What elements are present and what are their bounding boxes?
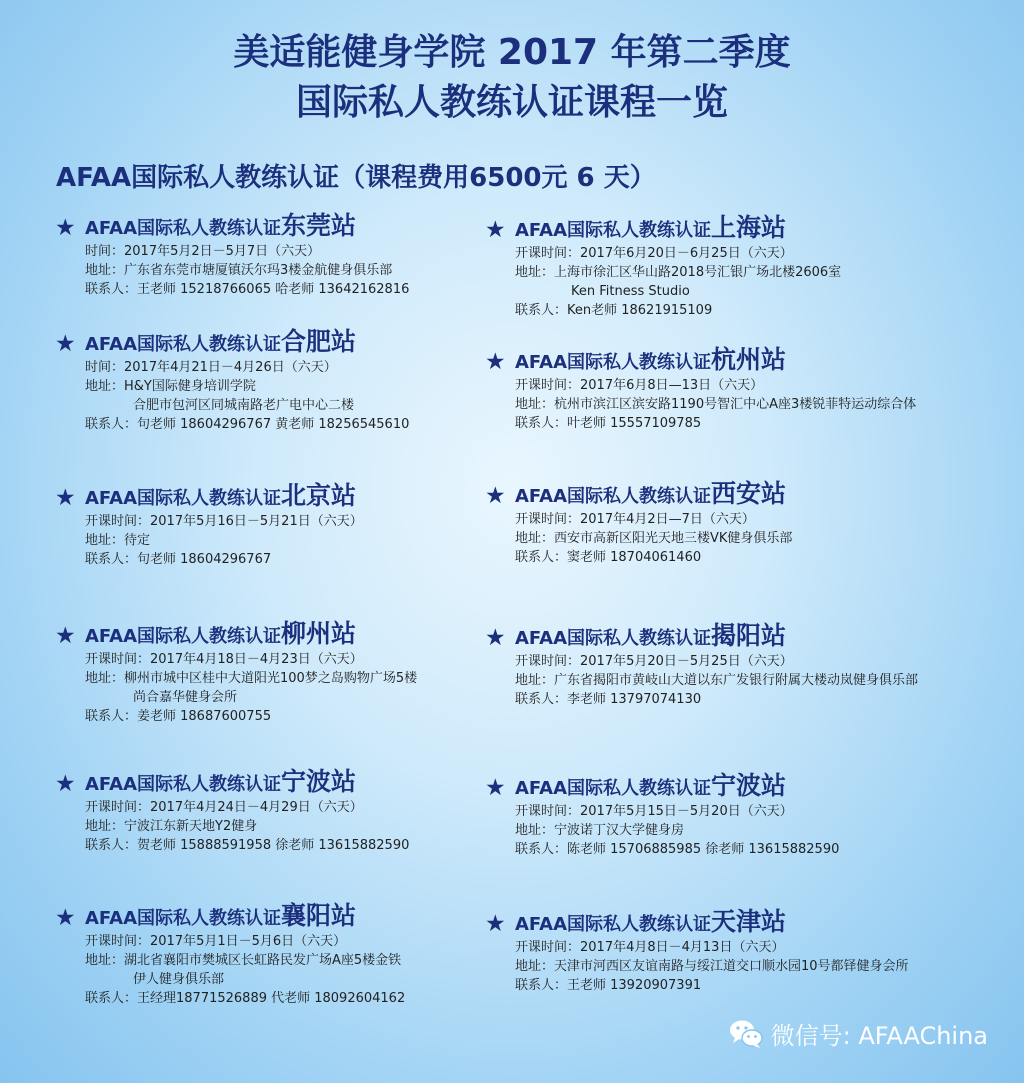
station-city: 东莞站 — [281, 211, 357, 240]
address-line: 地址：上海市徐汇区华山路2018号汇银广场北楼2606室 — [515, 265, 842, 280]
station-heading: AFAA国际私人教练认证东莞站 — [85, 211, 357, 240]
address-line-continued: Ken Fitness Studio — [571, 284, 690, 299]
station-heading: AFAA国际私人教练认证揭阳站 — [515, 621, 787, 650]
station-entry-beijing — [55, 480, 363, 569]
schedule-line: 开课时间：2017年4月8日－4月13日（六天） — [515, 940, 785, 955]
contact-line: 联系人：贺老师 15888591958 徐老师 13615882590 — [85, 838, 410, 853]
address-line: 地址：广东省揭阳市黄岐山大道以东广发银行附属大楼动岚健身俱乐部 — [515, 673, 919, 688]
station-entry-shanghai — [485, 212, 841, 320]
wechat-icon — [729, 1019, 763, 1049]
contact-line: 联系人：窦老师 18704061460 — [515, 550, 702, 565]
station-city: 揭阳站 — [711, 621, 787, 650]
contact-line: 联系人：王经理18771526889 代老师 18092604162 — [85, 991, 406, 1006]
star-icon: ★ — [485, 349, 506, 375]
address-line: 地址：宁波江东新天地Y2健身 — [85, 819, 258, 834]
station-city: 北京站 — [281, 481, 357, 510]
star-icon: ★ — [55, 215, 76, 241]
contact-line: 联系人：王老师 15218766065 哈老师 13642162816 — [85, 282, 410, 297]
station-heading: AFAA国际私人教练认证天津站 — [515, 907, 787, 936]
contact-line: 联系人：姜老师 18687600755 — [85, 709, 272, 724]
station-heading: AFAA国际私人教练认证宁波站 — [85, 767, 357, 796]
wechat-id-text: 微信号: AFAAChina — [770, 1022, 988, 1050]
star-icon: ★ — [55, 331, 76, 357]
address-line-continued: 伊人健身俱乐部 — [133, 972, 225, 987]
course-fee-subtitle: AFAA国际私人教练认证（课程费用6500元 6 天） — [56, 163, 656, 193]
station-heading: AFAA国际私人教练认证合肥站 — [85, 327, 357, 356]
address-line: 地址：广东省东莞市塘厦镇沃尔玛3楼金航健身俱乐部 — [85, 263, 393, 278]
station-city: 天津站 — [711, 907, 787, 936]
star-icon: ★ — [55, 771, 76, 797]
station-entry-ningbo-left — [55, 766, 409, 855]
station-city: 合肥站 — [281, 327, 357, 356]
star-icon: ★ — [55, 905, 76, 931]
station-entry-jieyang — [485, 620, 918, 709]
contact-line: 联系人：王老师 13920907391 — [515, 978, 702, 993]
address-line: 地址：西安市高新区阳光天地三楼VK健身俱乐部 — [515, 531, 793, 546]
schedule-line: 开课时间：2017年5月16日－5月21日（六天） — [85, 514, 363, 529]
station-city: 杭州站 — [711, 345, 787, 374]
contact-line: 联系人：李老师 13797074130 — [515, 692, 702, 707]
star-icon: ★ — [485, 911, 506, 937]
star-icon: ★ — [485, 483, 506, 509]
schedule-line: 开课时间：2017年5月15日－5月20日（六天） — [515, 804, 793, 819]
contact-line: 联系人：陈老师 15706885985 徐老师 13615882590 — [515, 842, 840, 857]
station-entry-hefei — [55, 326, 409, 434]
schedule-line: 开课时间：2017年4月2日—7日（六天） — [515, 512, 755, 527]
station-entry-ningbo-right — [485, 770, 839, 859]
star-icon: ★ — [55, 485, 76, 511]
station-heading: AFAA国际私人教练认证襄阳站 — [85, 901, 357, 930]
address-line: 地址：柳州市城中区桂中大道阳光100梦之岛购物广场5楼 — [85, 671, 418, 686]
address-line: 地址：H&Y国际健身培训学院 — [85, 379, 256, 394]
station-heading: AFAA国际私人教练认证上海站 — [515, 213, 787, 242]
contact-line: 联系人：句老师 18604296767 — [85, 552, 272, 567]
schedule-line: 时间：2017年5月2日－5月7日（六天） — [85, 244, 321, 259]
station-entry-hangzhou — [485, 344, 916, 433]
address-line: 地址：待定 — [85, 533, 151, 548]
station-city: 宁波站 — [281, 767, 357, 796]
station-entry-xian — [485, 478, 792, 567]
station-entry-xiangyang — [55, 900, 405, 1008]
star-icon: ★ — [485, 625, 506, 651]
address-line: 地址：宁波诺丁汉大学健身房 — [515, 823, 685, 838]
star-icon: ★ — [55, 623, 76, 649]
station-city: 襄阳站 — [281, 901, 357, 930]
station-city: 上海站 — [711, 213, 787, 242]
contact-line: 联系人：Ken老师 18621915109 — [515, 303, 713, 318]
schedule-line: 开课时间：2017年5月20日－5月25日（六天） — [515, 654, 793, 669]
schedule-line: 时间：2017年4月21日－4月26日（六天） — [85, 360, 337, 375]
schedule-line: 开课时间：2017年5月1日－5月6日（六天） — [85, 934, 347, 949]
station-heading: AFAA国际私人教练认证宁波站 — [515, 771, 787, 800]
page-title-line2: 国际私人教练认证课程一览 — [295, 82, 728, 123]
station-city: 宁波站 — [711, 771, 787, 800]
contact-line: 联系人：句老师 18604296767 黄老师 18256545610 — [85, 417, 410, 432]
schedule-line: 开课时间：2017年4月18日－4月23日（六天） — [85, 652, 363, 667]
address-line-continued: 尚合嘉华健身会所 — [133, 690, 238, 705]
station-heading: AFAA国际私人教练认证西安站 — [515, 479, 787, 508]
station-heading: AFAA国际私人教练认证北京站 — [85, 481, 357, 510]
station-entry-liuzhou — [55, 618, 417, 726]
address-line: 地址：湖北省襄阳市樊城区长虹路民发广场A座5楼金铁 — [85, 953, 402, 968]
address-line-continued: 合肥市包河区同城南路老广电中心二楼 — [133, 398, 355, 413]
station-heading: AFAA国际私人教练认证杭州站 — [515, 345, 787, 374]
schedule-line: 开课时间：2017年6月8日—13日（六天） — [515, 378, 764, 393]
station-entry-tianjin — [485, 906, 909, 995]
contact-line: 联系人：叶老师 15557109785 — [515, 416, 702, 431]
star-icon: ★ — [485, 217, 506, 243]
schedule-line: 开课时间：2017年6月20日－6月25日（六天） — [515, 246, 793, 261]
station-city: 西安站 — [711, 479, 787, 508]
wechat-watermark — [729, 1016, 988, 1051]
address-line: 地址：天津市河西区友谊南路与绥江道交口顺水园10号都铎健身会所 — [515, 959, 909, 974]
station-city: 柳州站 — [281, 619, 357, 648]
station-heading: AFAA国际私人教练认证柳州站 — [85, 619, 357, 648]
star-icon: ★ — [485, 775, 506, 801]
station-entry-dongguan — [55, 210, 409, 299]
page-title-line1: 美适能健身学院 2017 年第二季度 — [233, 32, 791, 73]
address-line: 地址：杭州市滨江区滨安路1190号智汇中心A座3楼锐菲特运动综合体 — [515, 397, 917, 412]
schedule-line: 开课时间：2017年4月24日－4月29日（六天） — [85, 800, 363, 815]
